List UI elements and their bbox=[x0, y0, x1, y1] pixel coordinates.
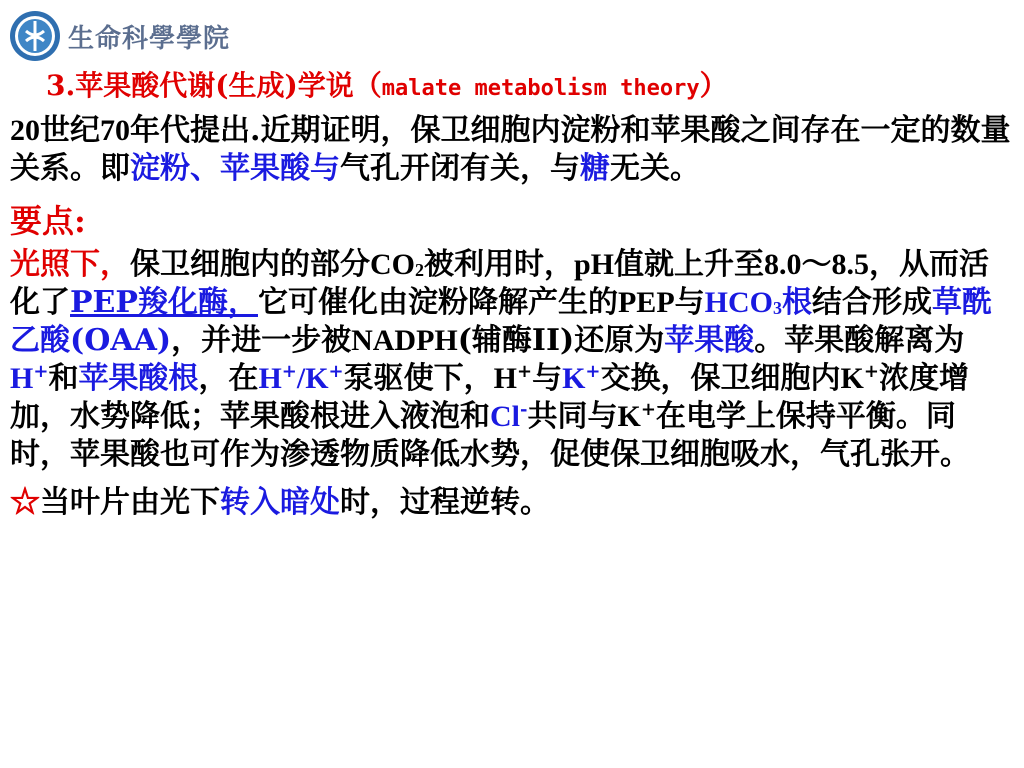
highlight-malate: 苹果酸 bbox=[664, 323, 755, 358]
logo-text: 生命科學學院 bbox=[68, 23, 231, 54]
slide-title bbox=[46, 64, 1006, 104]
highlight-starch-malate: 淀粉、苹果酸与 bbox=[130, 151, 340, 186]
header bbox=[8, 8, 230, 64]
key-points-label: 要点: bbox=[10, 202, 86, 240]
reversal-note: ☆当叶片由光下转入暗处时，过程逆转。 bbox=[10, 485, 550, 520]
highlight-oaa: 草酰乙酸(OAA) bbox=[10, 285, 992, 358]
intro-paragraph: 20世纪70年代提出.近期证明，保卫细胞内淀粉和苹果酸之间存在一定的数量关系。即淀粉、苹果酸与气孔开闭有关，与糖无关。 bbox=[10, 113, 1011, 186]
university-seal-icon bbox=[8, 9, 62, 63]
highlight-sugar: 糖 bbox=[580, 151, 610, 186]
star-icon: ☆ bbox=[10, 485, 40, 520]
mechanism-paragraph: 光照下，保卫细胞内的部分$CO_2$被利用时，pH值就上升至8.0～8.5，从而活化了PEP羧化酶，它可催化由淀粉降解产生的PEP与$HCO_3$根结合形成草酰乙酸(OAA)，并进一步被NADPH(辅酶II)还原为苹果酸。苹果酸解离为H+和苹果酸根，在H+/K+泵驱使下，H+与K+交换，保卫细胞内K+浓度增加，水势降低；苹果酸根进入液泡和Cl-共同与K+在电学上保持平衡。同时，苹果酸也可作为渗透物质降低水势，促使保卫细胞吸水，气孔张开。 bbox=[10, 247, 992, 472]
highlight-dark: 转入暗处 bbox=[220, 485, 340, 520]
title-zh: 3.苹果酸代谢(生成)学说（ bbox=[46, 69, 382, 102]
title-en: malate metabolism theory bbox=[381, 76, 700, 101]
slide-body bbox=[10, 112, 1014, 522]
highlight-malate-ion: 苹果酸根 bbox=[78, 361, 199, 396]
highlight-pep-carboxylase: PEP羧化酶， bbox=[70, 285, 258, 320]
title-close: ） bbox=[699, 69, 728, 102]
